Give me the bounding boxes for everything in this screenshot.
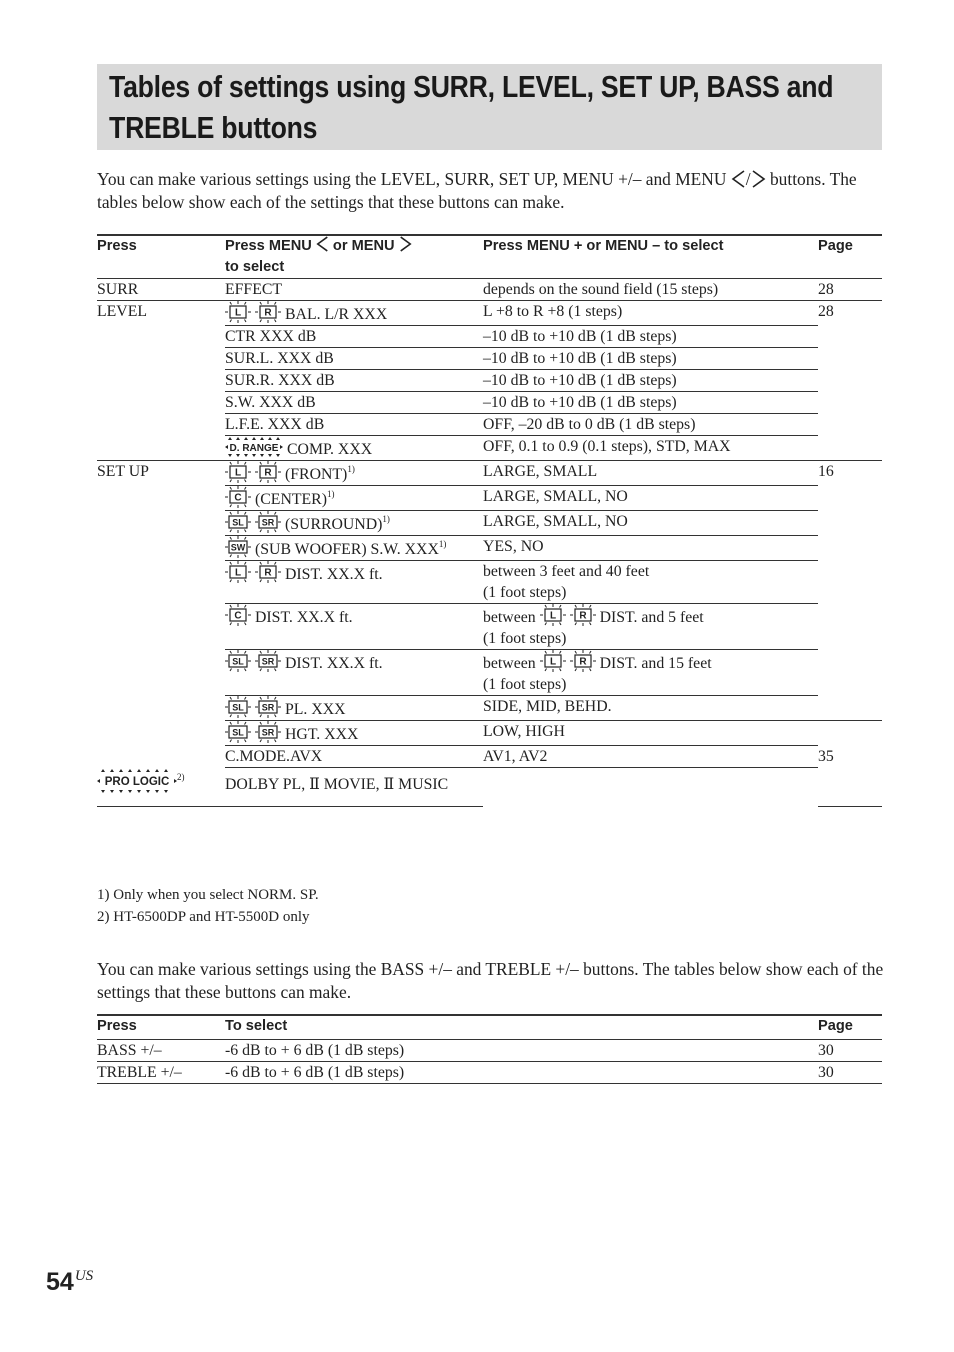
row-page: 30 xyxy=(818,1040,882,1062)
row-setting: EFFECT xyxy=(225,279,483,301)
row-select: between L R DIST. and 15 feet (1 foot steps) xyxy=(483,650,818,696)
row-setting: L.F.E. XXX dB xyxy=(225,414,483,436)
row-select: L +8 to R +8 (1 steps) xyxy=(483,301,818,326)
svg-text:R: R xyxy=(578,656,587,668)
speaker-sl-icon xyxy=(225,721,251,743)
row-select: LARGE, SMALL, NO xyxy=(483,486,818,511)
svg-text:SL: SL xyxy=(232,656,244,667)
table2-header-row xyxy=(97,1015,882,1040)
speaker-l-icon xyxy=(225,561,251,583)
header-page: Page xyxy=(818,1018,853,1034)
header-press: Press xyxy=(97,238,137,254)
svg-text:L: L xyxy=(549,610,556,622)
speaker-sl-icon xyxy=(225,511,251,533)
row-setting: SL SR DIST. XX.X ft. xyxy=(225,650,483,696)
row-setting: SL SR HGT. XXX xyxy=(225,721,483,746)
row-select: OFF, 0.1 to 0.9 (0.1 steps), STD, MAX xyxy=(483,436,818,461)
speaker-l-icon xyxy=(225,301,251,323)
svg-text:L: L xyxy=(234,307,242,319)
row-press: TREBLE +/– xyxy=(97,1062,225,1084)
row-setting: SL SR PL. XXX xyxy=(225,696,483,721)
speaker-sr-icon xyxy=(255,511,281,533)
table-row xyxy=(97,1040,882,1062)
speaker-sl-icon xyxy=(225,650,251,672)
header-press: Press xyxy=(97,1018,137,1034)
row-setting: SW (SUB WOOFER) S.W. XXX$^{1)}$ xyxy=(225,536,483,561)
settings-table-1 xyxy=(97,234,882,807)
row-select: –10 dB to +10 dB (1 dB steps) xyxy=(483,370,818,392)
pro-logic-icon xyxy=(97,768,177,800)
intro1-text: You can make various settings using the LEVEL, SURR, SET UP, MENU +/– and MENU xyxy=(97,169,727,189)
svg-text:R: R xyxy=(264,567,272,579)
table-row xyxy=(97,1062,882,1084)
table-row xyxy=(97,279,882,301)
speaker-sl-icon xyxy=(225,696,251,718)
row-select: -6 dB to + 6 dB (1 dB steps) xyxy=(225,1062,818,1084)
svg-text:SR: SR xyxy=(261,517,275,528)
row-setting: CTR XXX dB xyxy=(225,326,483,348)
speaker-l-icon xyxy=(540,604,566,626)
svg-text:L: L xyxy=(234,467,242,479)
svg-text:SL: SL xyxy=(232,517,244,528)
row-select: between L R DIST. and 5 feet (1 foot steps) xyxy=(483,604,818,650)
row-select: -6 dB to + 6 dB (1 dB steps) xyxy=(225,1040,818,1062)
row-page: 28 xyxy=(818,279,882,301)
row-setting: PRO LOGIC $^{2)}$ xyxy=(97,768,225,807)
svg-text:SR: SR xyxy=(261,656,275,667)
row-page: 28 xyxy=(818,301,882,461)
row-setting: L R DIST. XX.X ft. xyxy=(225,561,483,604)
row-setting: SUR.L. XXX dB xyxy=(225,348,483,370)
header-page: Page xyxy=(818,238,853,254)
header-menu-lr: Press MENU or MENU to select xyxy=(225,235,483,279)
chevron-left-icon xyxy=(731,170,746,188)
svg-text:D. RANGE: D. RANGE xyxy=(229,443,279,454)
header-select: To select xyxy=(225,1018,288,1034)
page-number: $54^{US}$ xyxy=(46,1268,94,1296)
svg-text:SR: SR xyxy=(261,702,275,713)
speaker-sr-icon xyxy=(255,721,281,743)
speaker-r-icon xyxy=(255,561,281,583)
speaker-r-icon xyxy=(570,650,596,672)
row-select: –10 dB to +10 dB (1 dB steps) xyxy=(483,348,818,370)
svg-text:PRO LOGIC: PRO LOGIC xyxy=(104,775,170,788)
svg-text:C: C xyxy=(234,492,242,504)
row-select: LARGE, SMALL, NO xyxy=(483,511,818,536)
row-page: 30 xyxy=(818,1062,882,1084)
page-title: Tables of settings using SURR, LEVEL, SET UP, BASS and TREBLE buttons xyxy=(109,69,834,145)
row-select: depends on the sound field (15 steps) xyxy=(483,279,818,301)
speaker-sr-icon xyxy=(255,650,281,672)
row-select: OFF, –20 dB to 0 dB (1 dB steps) xyxy=(483,414,818,436)
svg-text:R: R xyxy=(264,467,272,479)
row-select: –10 dB to +10 dB (1 dB steps) xyxy=(483,392,818,414)
svg-text:SW: SW xyxy=(230,542,246,553)
row-setting: SL SR (SURROUND)$^{1)}$ xyxy=(225,511,483,536)
row-select: YES, NO xyxy=(483,536,818,561)
speaker-l-icon xyxy=(225,461,251,483)
row-select: SIDE, MID, BEHD. xyxy=(483,696,818,721)
row-page: 16 xyxy=(818,461,882,721)
svg-text:L: L xyxy=(549,656,556,668)
svg-text:R: R xyxy=(578,610,587,622)
row-press: BASS +/– xyxy=(97,1040,225,1062)
table1-header-row xyxy=(97,235,882,279)
row-select: DOLBY PL, Ⅱ MOVIE, Ⅱ MUSIC xyxy=(225,768,483,807)
header-select: Press MENU + or MENU – to select xyxy=(483,238,724,254)
row-select: LOW, HIGH xyxy=(483,721,818,746)
footnote-2: 2) HT-6500DP and HT-5500D only xyxy=(97,909,310,925)
speaker-c-icon xyxy=(225,604,251,626)
speaker-sw-icon xyxy=(225,536,251,558)
row-setting: C DIST. XX.X ft. xyxy=(225,604,483,650)
svg-text:R: R xyxy=(264,307,272,319)
row-page: 35 xyxy=(818,746,882,807)
speaker-r-icon xyxy=(255,301,281,323)
row-press: SURR xyxy=(97,279,225,301)
svg-text:SL: SL xyxy=(232,727,244,738)
table-row xyxy=(97,768,882,807)
speaker-c-icon xyxy=(225,486,251,508)
svg-text:L: L xyxy=(234,567,242,579)
title-band xyxy=(97,64,882,150)
row-setting: SUR.R. XXX dB xyxy=(225,370,483,392)
row-press: LEVEL xyxy=(97,301,225,461)
svg-text:C: C xyxy=(234,610,242,622)
chevron-right-icon xyxy=(399,236,412,252)
row-press: SET UP xyxy=(97,463,149,480)
row-select: –10 dB to +10 dB (1 dB steps) xyxy=(483,326,818,348)
row-setting: L R (FRONT)$^{1)}$ xyxy=(225,461,483,486)
row-select: AV1, AV2 xyxy=(483,746,818,768)
svg-text:SR: SR xyxy=(261,727,275,738)
d-range-icon xyxy=(225,436,283,458)
chevron-right-icon xyxy=(751,170,766,188)
chevron-left-icon xyxy=(316,236,329,252)
table-row xyxy=(97,461,882,486)
row-setting: L R BAL. L/R XXX xyxy=(225,301,483,326)
row-setting: D. RANGE COMP. XXX xyxy=(225,436,483,461)
settings-table-2 xyxy=(97,1014,882,1084)
svg-text:SL: SL xyxy=(232,702,244,713)
intro-paragraph-1 xyxy=(97,168,887,214)
intro-paragraph-2: You can make various settings using the BASS +/– and TREBLE +/– buttons. The tables below show each of the settings that these buttons can make. xyxy=(97,959,884,1002)
row-select: LARGE, SMALL xyxy=(483,461,818,486)
intro1-slash: / xyxy=(745,169,751,189)
intro1-end: buttons. The tables below show each of the settings that these buttons can make. xyxy=(97,169,857,212)
row-setting: S.W. XXX dB xyxy=(225,392,483,414)
speaker-r-icon xyxy=(255,461,281,483)
speaker-r-icon xyxy=(570,604,596,626)
row-setting: C (CENTER)$^{1)}$ xyxy=(225,486,483,511)
row-select: between 3 feet and 40 feet (1 foot steps) xyxy=(483,561,818,604)
row-setting: C.MODE.AVX xyxy=(225,746,483,768)
table-row xyxy=(97,301,882,326)
footnote-1: 1) Only when you select NORM. SP. xyxy=(97,887,319,903)
speaker-l-icon xyxy=(540,650,566,672)
speaker-sr-icon xyxy=(255,696,281,718)
